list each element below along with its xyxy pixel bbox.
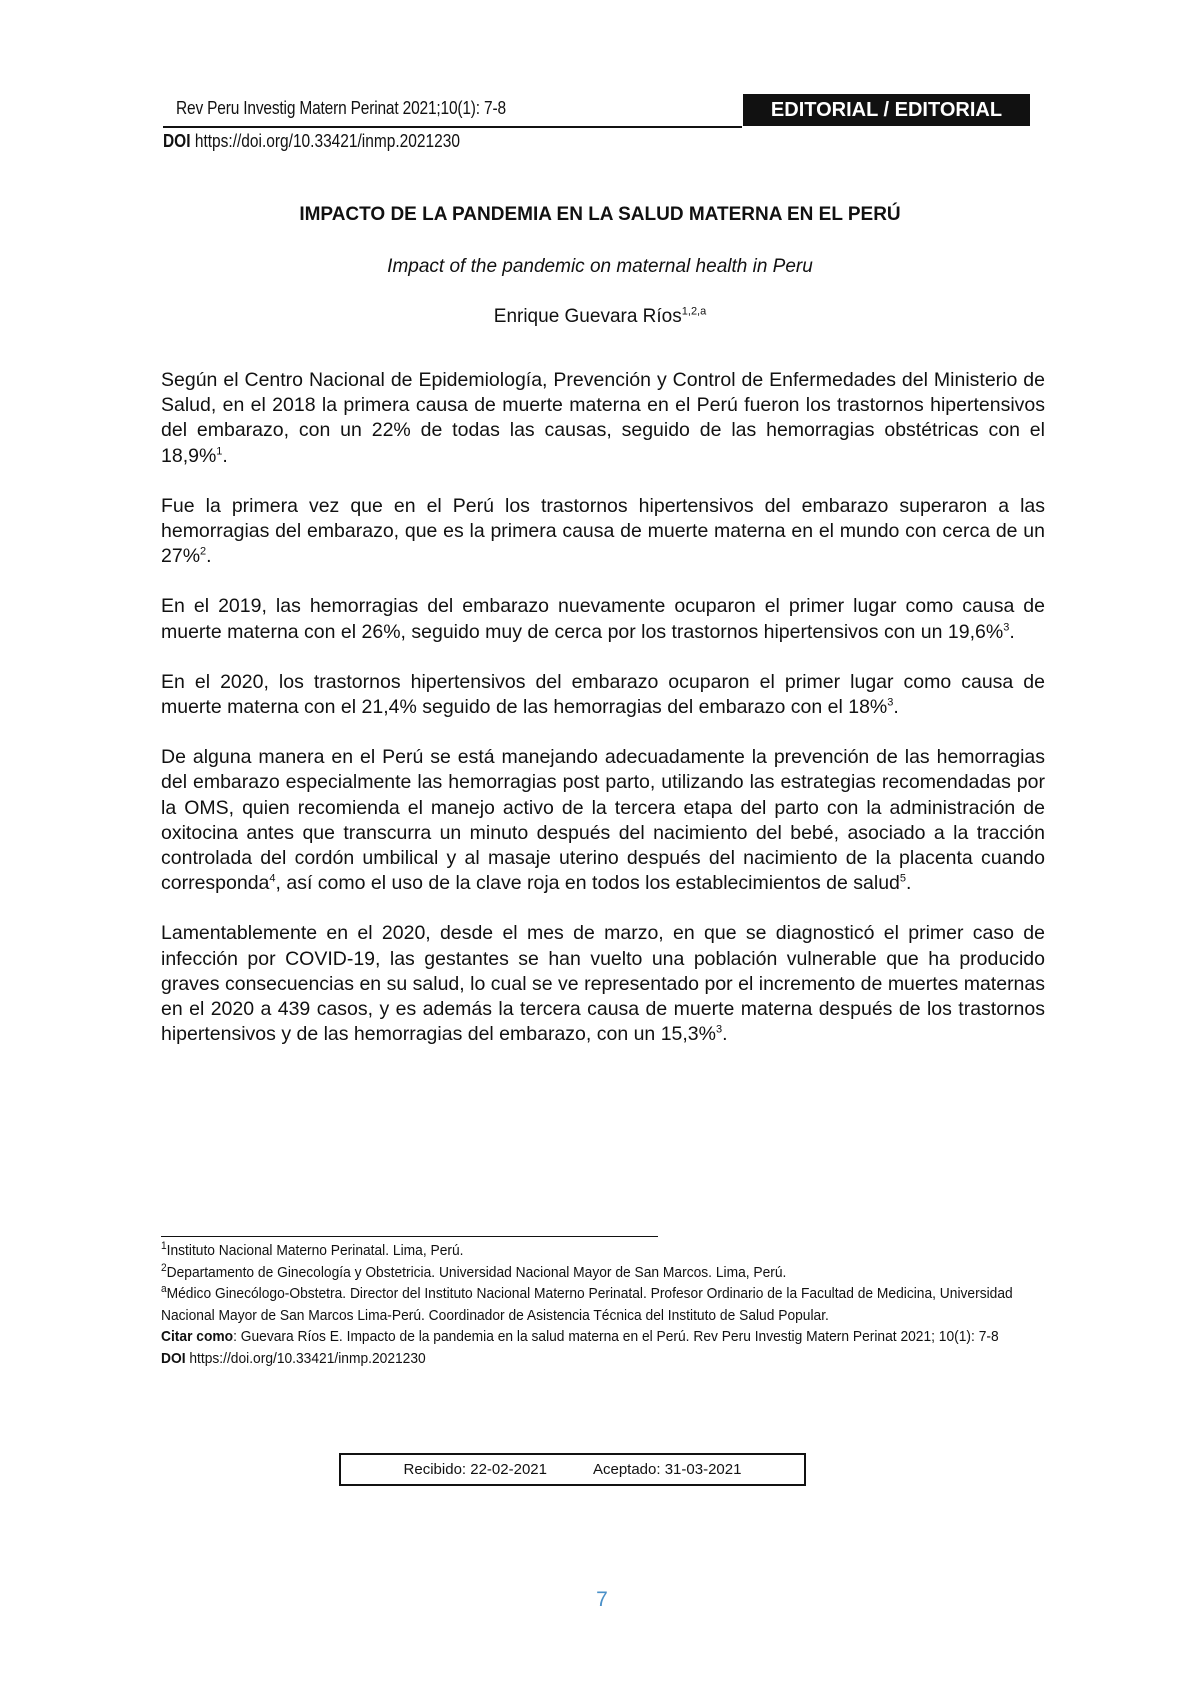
- section-badge: EDITORIAL / EDITORIAL: [743, 94, 1030, 126]
- paragraph-4: [161, 670, 1045, 720]
- paragraph-1: [161, 368, 1045, 469]
- footnote-divider: [161, 1236, 658, 1237]
- citation-label: Citar como: [161, 1328, 234, 1345]
- doi-link[interactable]: https://doi.org/10.33421/inmp.2021230: [189, 1349, 426, 1367]
- paragraph-5: [161, 745, 1045, 896]
- footnote-text: Médico Ginecólogo-Obstetra. Director del Instituto Nacional Materno Perinatal. Profesor Ordinario de la Facultad de Medicina, Universidad Nacional Mayor de San Marcos Lima-Perú. Coordinador de Asistencia Técnica del Instituto de Salud Popular.: [161, 1285, 1013, 1324]
- footnote-text: Departamento de Ginecología y Obstetricia. Universidad Nacional Mayor de San Marcos. Lima, Perú.: [166, 1263, 787, 1281]
- period: .: [206, 545, 212, 568]
- author-name: Enrique Guevara Ríos: [493, 306, 682, 327]
- citation-ref[interactable]: 4: [269, 872, 276, 885]
- period: .: [893, 696, 899, 719]
- author-line: [160, 306, 1040, 328]
- accepted-date: Aceptado: 31-03-2021: [592, 1461, 742, 1478]
- citation-text: : Guevara Ríos E. Impacto de la pandemia en la salud materna en el Perú. Rev Peru Investig Matern Perinat 2021; 10(1): 7-8: [233, 1328, 999, 1345]
- doi-label: DOI: [161, 1349, 186, 1367]
- footnote-text: Instituto Nacional Materno Perinatal. Lima, Perú.: [166, 1242, 464, 1259]
- period: .: [1009, 620, 1015, 643]
- footnote-mark: 2: [161, 1261, 167, 1274]
- header-doi: [163, 131, 460, 152]
- author-affiliations: 1,2,a: [681, 305, 707, 318]
- citation-ref[interactable]: 1: [216, 445, 223, 458]
- period: .: [906, 872, 912, 895]
- citation-ref[interactable]: 3: [715, 1023, 723, 1036]
- paragraph-5-text-b: , así como el uso de la clave roja en todos los establecimientos de salud: [275, 872, 900, 895]
- paragraph-5-text-a: De alguna manera en el Perú se está manejando adecuadamente la prevención de las hemorragias del embarazo especialmente las hemorragias post parto, utilizando las estrategias recomendadas por la OMS, quien recomienda el manejo activo de la tercera etapa del parto con la administración de oxitocina antes que transcurra un minuto después del nacimiento del bebé, asociado a la tracción controlada del cordón umbilical y al masaje uterino después del nacimiento de la placenta cuando corresponda: [161, 746, 1045, 895]
- paragraph-6-text: Lamentablemente en el 2020, desde el mes de marzo, en que se diagnosticó el primer caso de infección por COVID-19, las gestantes se han vuelto una población vulnerable que ha producido graves consecuencias en su salud, lo cual se ve representado por el incremento de muertes maternas en el 2020 a 439 casos, y es además la tercera causa de muerte materna después de los trastornos hipertensivos y de las hemorragias del embarazo, con un 15,3%: [161, 922, 1045, 1046]
- received-date: Recibido: 22-02-2021: [403, 1461, 547, 1478]
- paragraph-2: [161, 494, 1045, 570]
- article-subtitle: Impact of the pandemic on maternal health in Peru: [387, 256, 813, 277]
- paragraph-3-text: En el 2019, las hemorragias del embarazo nuevamente ocuparon el primer lugar como causa de muerte materna con el 26%, seguido muy de cerca por los trastornos hipertensivos con un 19,6%: [161, 595, 1045, 643]
- footnote-2: [161, 1262, 1035, 1284]
- footer-doi: [161, 1348, 1035, 1370]
- dates-box: [339, 1453, 806, 1486]
- footnote-1: [161, 1240, 1035, 1262]
- article-title: IMPACTO DE LA PANDEMIA EN LA SALUD MATERNA EN EL PERÚ: [299, 204, 901, 225]
- header-divider: [163, 126, 742, 128]
- footnote-mark: a: [161, 1283, 167, 1295]
- period: .: [722, 1023, 728, 1046]
- page-number: 7: [596, 1588, 608, 1611]
- journal-reference: Rev Peru Investig Matern Perinat 2021;10(1): 7-8: [176, 98, 506, 118]
- citation: [161, 1326, 1035, 1348]
- paragraph-1-text: Según el Centro Nacional de Epidemiología, Prevención y Control de Enfermedades del Ministerio de Salud, en el 2018 la primera causa de muerte materna en el Perú fueron los trastornos hipertensivos del embarazo, con un 22% de todas las causas, seguido de las hemorragias obstétricas con el 18,9%: [161, 369, 1045, 467]
- doi-link[interactable]: https://doi.org/10.33421/inmp.2021230: [194, 131, 460, 151]
- citation-ref[interactable]: 2: [200, 545, 207, 558]
- footnote-mark: 1: [161, 1240, 167, 1252]
- citation-ref[interactable]: 5: [899, 872, 907, 885]
- article-body: [161, 368, 1045, 1072]
- footnotes: [161, 1240, 1035, 1369]
- paragraph-4-text: En el 2020, los trastornos hipertensivos del embarazo ocuparon el primer lugar como causa de muerte materna con el 21,4% seguido de las hemorragias del embarazo con el 18%: [161, 670, 1045, 719]
- paragraph-6: [161, 921, 1045, 1047]
- paragraph-3: [161, 594, 1045, 644]
- paragraph-2-text: Fue la primera vez que en el Perú los trastornos hipertensivos del embarazo superaron a las hemorragias del embarazo, que es la primera causa de muerte materna en el mundo con cerca de un 27%: [161, 494, 1045, 568]
- doi-label: DOI: [163, 131, 191, 151]
- citation-ref[interactable]: 3: [887, 696, 894, 709]
- citation-ref[interactable]: 3: [1003, 621, 1010, 634]
- period: .: [222, 444, 228, 467]
- footnote-a: [161, 1283, 1035, 1326]
